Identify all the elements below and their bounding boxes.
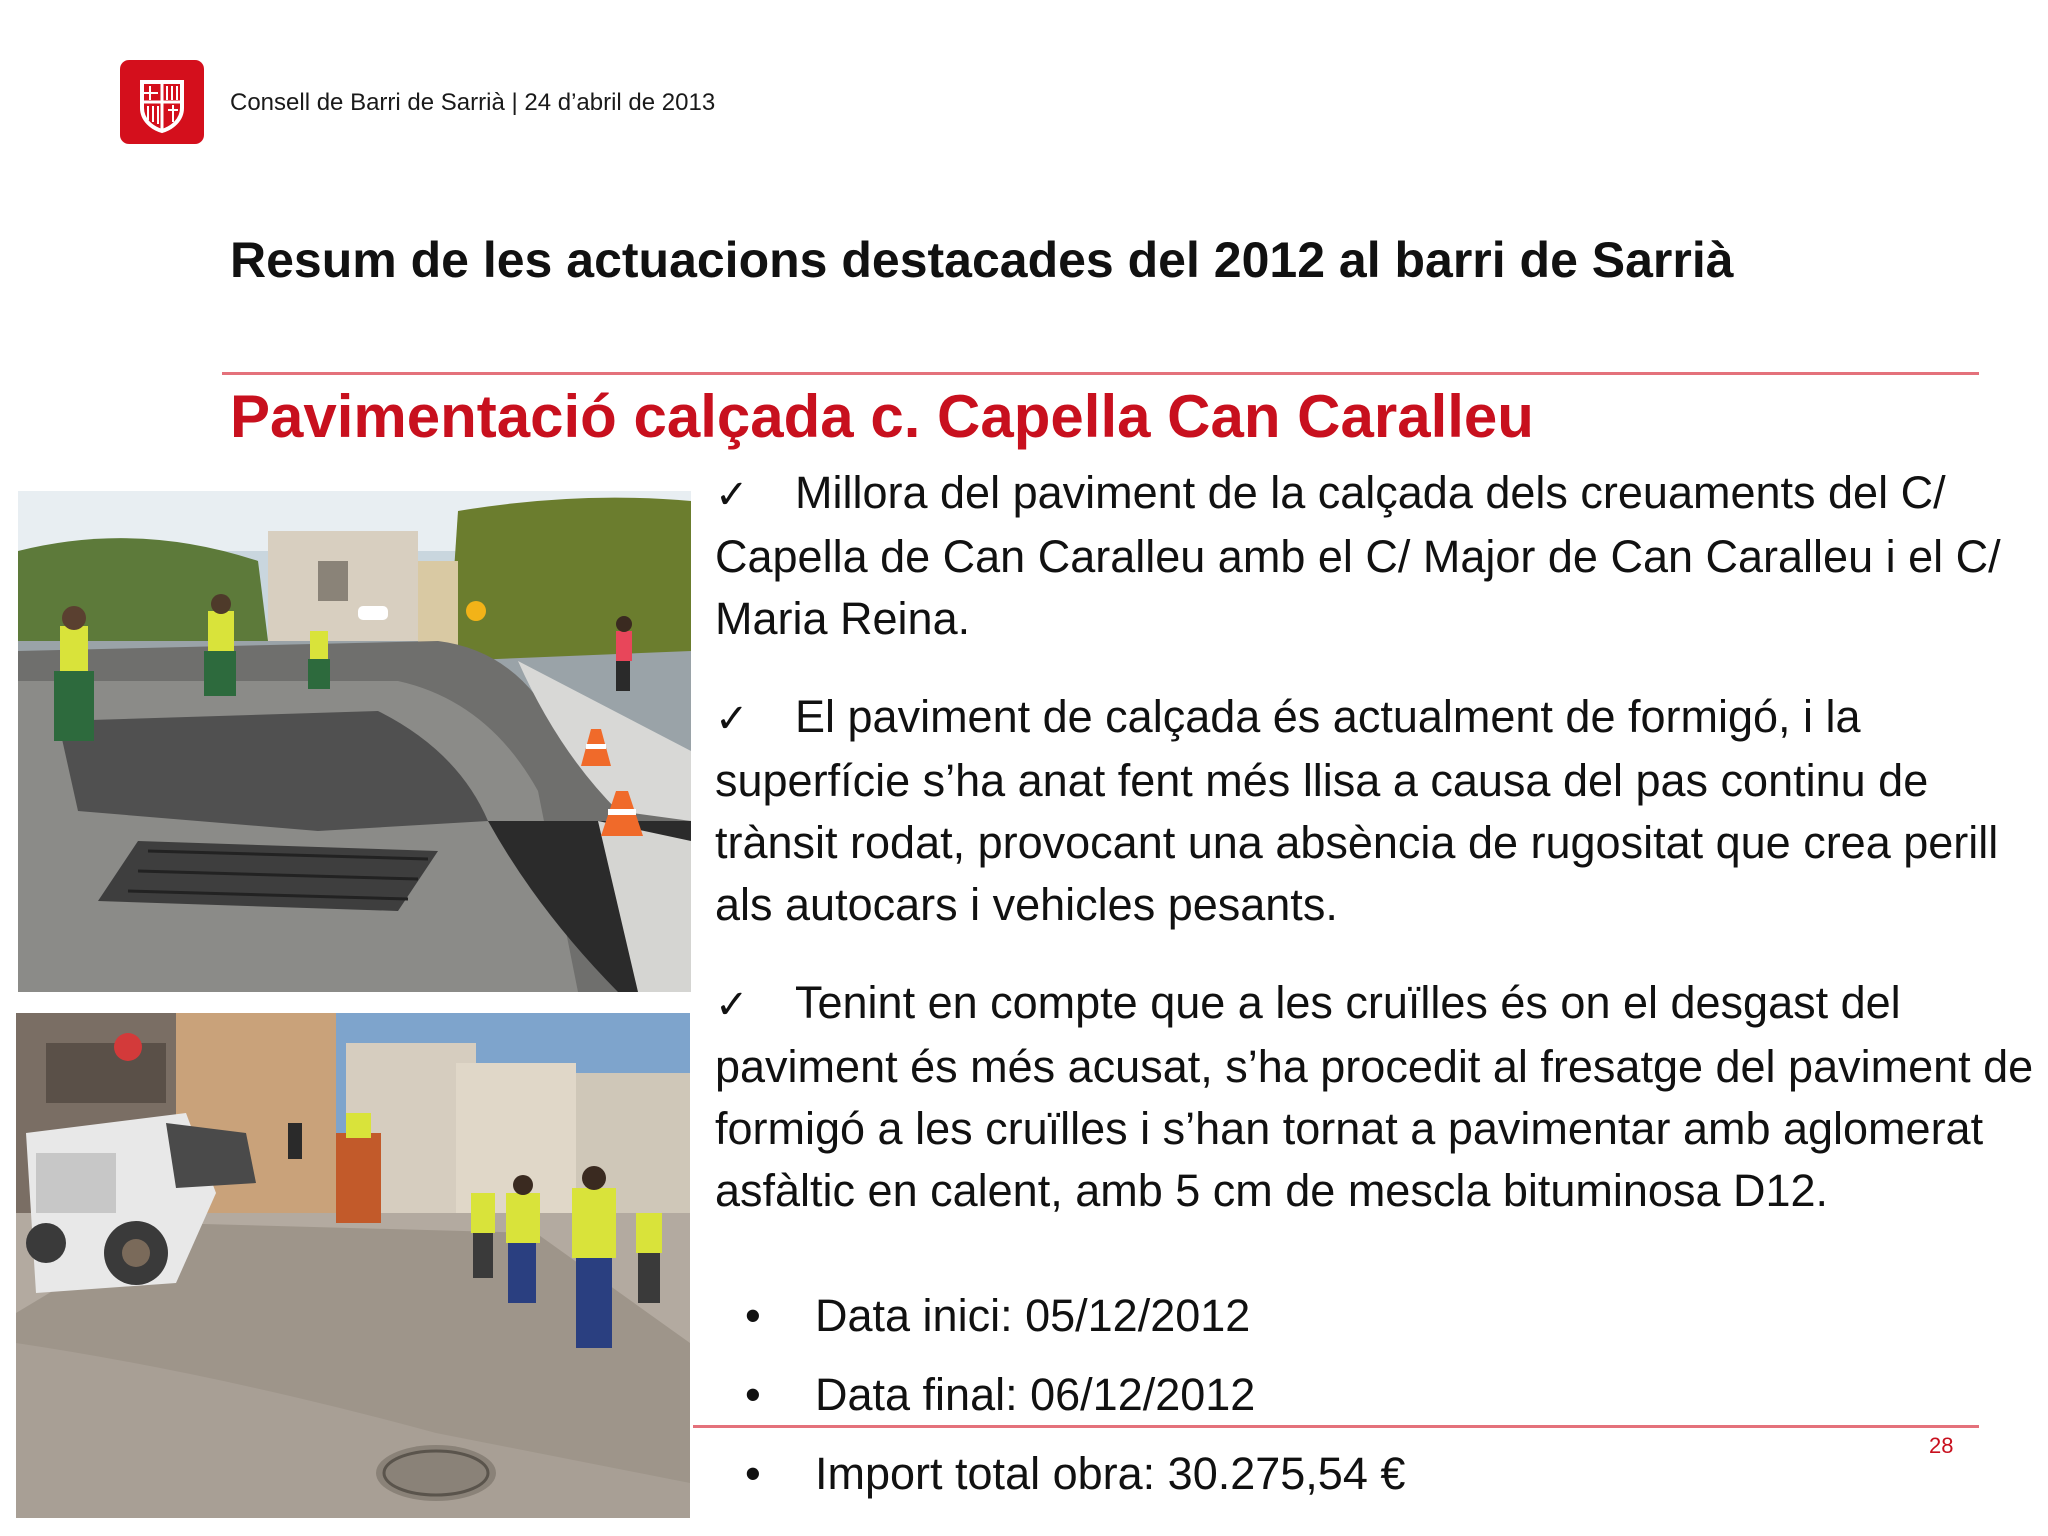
bullet-point — [715, 462, 2035, 650]
end-date: Data final: 06/12/2012 — [815, 1369, 1256, 1420]
slide-subtitle: Pavimentació calçada c. Capella Can Caralleu — [230, 383, 1534, 450]
checkmark-icon: ✓ — [715, 472, 749, 518]
paving-works-photo-2 — [16, 1013, 690, 1518]
bullet-point — [715, 972, 2035, 1222]
detail-item — [715, 1364, 1815, 1443]
title-divider — [222, 372, 1979, 375]
footer-divider — [693, 1425, 1979, 1428]
paving-works-photo-1 — [18, 491, 691, 992]
bullet-dot-icon: • — [745, 1290, 761, 1341]
page-number: 28 — [1929, 1433, 1954, 1458]
bullet-list — [715, 462, 2035, 1258]
meeting-header: Consell de Barri de Sarrià | 24 d’abril de 2013 — [230, 89, 716, 116]
barcelona-shield-icon — [120, 60, 204, 144]
bullet-text: Tenint en compte que a les cruïlles és on el desgast del paviment és més acusat, s’ha procedit al fresatge del paviment de formigó a les cruïlles i s’han tornat a pavimentar amb aglomerat asfàltic en calent, amb 5 cm de mescla bituminosa D12. — [715, 977, 2034, 1216]
detail-item — [715, 1443, 1815, 1522]
bullet-text: El paviment de calçada és actualment de formigó, i la superfície s’ha anat fent més llisa a causa del pas continu de trànsit rodat, provocant una absència de rugositat que crea perill als autocars i vehicles pesants. — [715, 691, 1999, 930]
bullet-point — [715, 686, 2035, 936]
detail-item — [715, 1285, 1815, 1364]
checkmark-icon: ✓ — [715, 696, 749, 742]
bullet-dot-icon: • — [745, 1448, 761, 1499]
project-details — [715, 1285, 1815, 1522]
bullet-text: Millora del paviment de la calçada dels creuaments del C/ Capella de Can Caralleu amb el C/ Major de Can Caralleu i el C/ Maria Reina. — [715, 467, 2001, 644]
total-cost: Import total obra: 30.275,54 € — [815, 1448, 1406, 1499]
slide-title: Resum de les actuacions destacades del 2012 al barri de Sarrià — [230, 232, 1734, 288]
bullet-dot-icon: • — [745, 1369, 761, 1420]
start-date: Data inici: 05/12/2012 — [815, 1290, 1251, 1341]
checkmark-icon: ✓ — [715, 982, 749, 1028]
